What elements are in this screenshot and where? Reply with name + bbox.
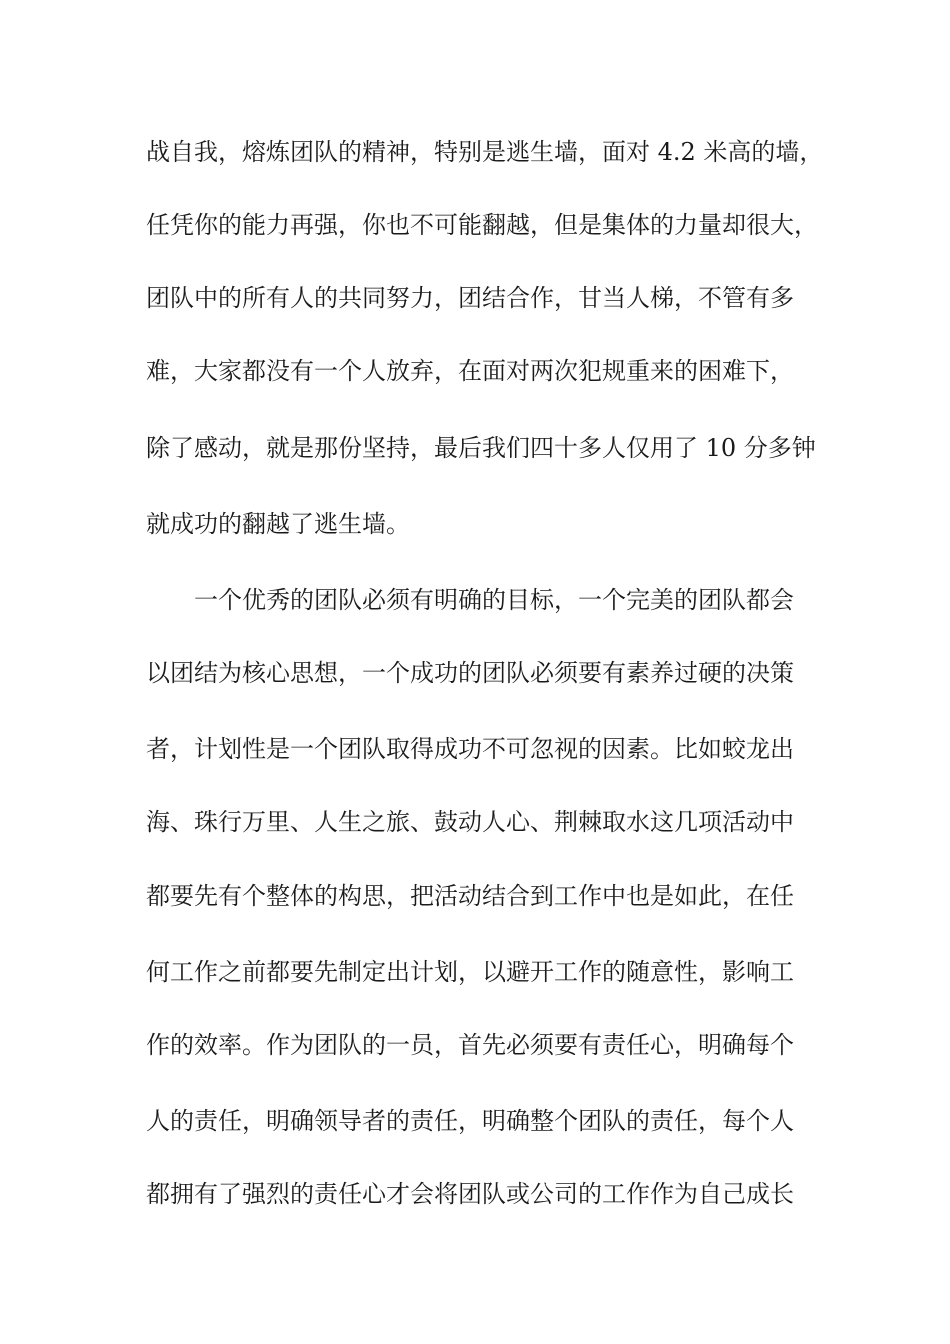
paragraph-line: 就成功的翻越了逃生墙。 bbox=[146, 510, 410, 538]
paragraph-line: 者，计划性是一个团队取得成功不可忽视的因素。比如蛟龙出 bbox=[146, 735, 794, 763]
paragraph-line: 团队中的所有人的共同努力，团结合作，甘当人梯，不管有多 bbox=[146, 284, 794, 312]
paragraph-line: 何工作之前都要先制定出计划，以避开工作的随意性，影响工 bbox=[146, 958, 794, 986]
paragraph-first-line: 一个优秀的团队必须有明确的目标，一个完美的团队都会 bbox=[194, 586, 794, 614]
paragraph-line: 除了感动，就是那份坚持，最后我们四十多人仅用了 10 分多钟 bbox=[146, 434, 816, 462]
paragraph-line: 人的责任，明确领导者的责任，明确整个团队的责任，每个人 bbox=[146, 1107, 794, 1135]
paragraph-line: 都拥有了强烈的责任心才会将团队或公司的工作作为自己成长 bbox=[146, 1180, 794, 1208]
paragraph-line: 作的效率。作为团队的一员，首先必须要有责任心，明确每个 bbox=[146, 1031, 794, 1059]
paragraph-line: 战自我，熔炼团队的精神，特别是逃生墙，面对 4.2 米高的墙， bbox=[146, 138, 824, 166]
paragraph-line: 都要先有个整体的构思，把活动结合到工作中也是如此，在任 bbox=[146, 882, 794, 910]
paragraph-line: 难，大家都没有一个人放弃，在面对两次犯规重来的困难下， bbox=[146, 357, 794, 385]
paragraph-line: 海、珠行万里、人生之旅、鼓动人心、荆棘取水这几项活动中 bbox=[146, 808, 794, 836]
paragraph-line: 任凭你的能力再强，你也不可能翻越，但是集体的力量却很大， bbox=[146, 211, 818, 239]
paragraph-line: 以团结为核心思想，一个成功的团队必须要有素养过硬的决策 bbox=[146, 659, 794, 687]
